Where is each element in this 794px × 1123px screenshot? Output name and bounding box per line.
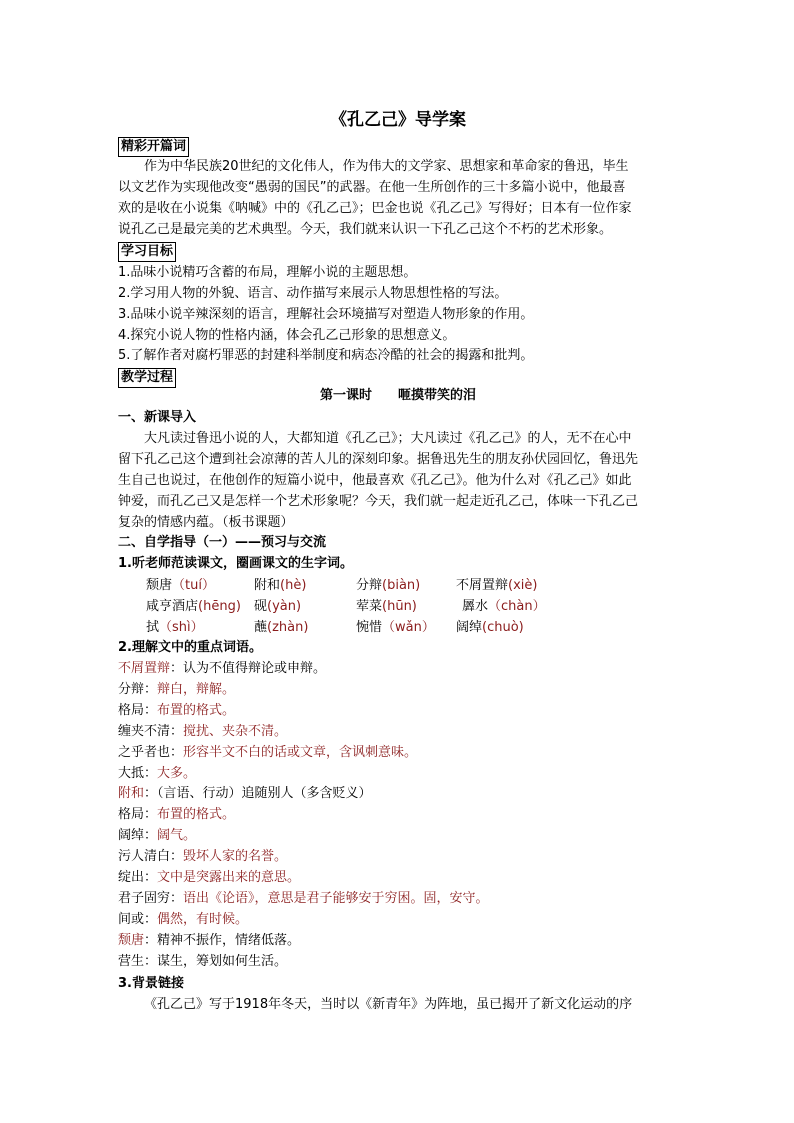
term-row — [118, 889, 489, 909]
vocab-item — [146, 576, 215, 596]
term-word: 缠夹不清 — [118, 723, 171, 739]
term-definition: 阔气。 — [157, 828, 197, 844]
goal-item: 1.品味小说精巧含蓄的布局，理解小说的主题思想。 — [118, 265, 417, 280]
term-word: 阔绰 — [118, 828, 145, 844]
section-label-process: 教学过程 — [118, 368, 176, 388]
term-word: 君子固穷 — [118, 890, 171, 906]
vocab-item — [456, 576, 537, 596]
intro-line: 欢的是收在小说集《呐喊》中的《孔乙己》；巴金也说《孔乙己》写得好；日本有一位作家 — [118, 201, 632, 216]
part1-line: 钟爱，而孔乙己又是怎样一个艺术形象呢？今天，我们就一起走近孔乙己，体味一下孔乙己 — [118, 494, 639, 509]
vocab-word: 砚 — [254, 599, 268, 614]
term-colon: ： — [144, 828, 158, 844]
term-word: 颓唐 — [118, 932, 145, 948]
vocab-word: 咸亨酒店 — [146, 599, 199, 614]
term-colon: ： — [144, 765, 158, 781]
term-word: 不屑置辩 — [118, 661, 171, 676]
vocab-pinyin: (zhàn) — [267, 620, 309, 635]
goal-item: 4.探究小说人物的性格内涵，体会孔乙己形象的思想意义。 — [118, 328, 456, 343]
vocab-pinyin: （chàn） — [488, 599, 546, 614]
vocab-pinyin: (hēng) — [198, 599, 241, 614]
term-colon: ： — [144, 953, 158, 969]
vocab-item — [356, 576, 420, 596]
term-word: 格局 — [118, 702, 145, 718]
step1-heading: 1.听老师范读课文，圈画课文的生字词。 — [118, 556, 353, 571]
part1-line: 生自己也说过，在他创作的短篇小说中，他最喜欢《孔乙己》。他为什么对《孔乙己》如此 — [118, 473, 632, 488]
vocab-pinyin: (hè) — [280, 578, 307, 593]
vocab-word: 分辩 — [356, 578, 383, 593]
term-colon: ： — [144, 807, 158, 823]
term-colon: ： — [144, 870, 158, 885]
term-colon: ： — [170, 661, 184, 676]
term-word: 之乎者也 — [118, 744, 171, 760]
term-definition: 辩白，辩解。 — [157, 681, 236, 697]
part1-heading: 一、新课导入 — [118, 410, 197, 425]
term-word: 大抵 — [118, 765, 145, 781]
term-row — [118, 868, 300, 888]
vocab-word: 荤菜 — [356, 599, 383, 614]
term-word: 营生 — [118, 953, 145, 969]
vocab-word: 拭 — [146, 620, 160, 635]
term-definition: 语出《论语》，意思是君子能够安于穷困。固，安守。 — [183, 890, 489, 906]
goal-item: 2.学习用人物的外貌、语言、动作描写来展示人物思想性格的写法。 — [118, 286, 508, 301]
term-definition: 精神不振作，情绪低落。 — [157, 932, 301, 948]
term-row — [118, 743, 417, 763]
vocab-item — [254, 576, 306, 596]
term-definition: 谋生，筹划如何生活。 — [157, 953, 288, 969]
vocab-word: 附和 — [254, 578, 281, 593]
term-definition: 认为不值得辩论或申辩。 — [183, 661, 327, 676]
term-row — [118, 701, 235, 721]
goal-item: 3.品味小说辛辣深刻的语言，理解社会环境描写对塑造人物形象的作用。 — [118, 307, 534, 322]
term-colon: ： — [170, 744, 184, 760]
term-row — [118, 764, 196, 784]
vocab-item — [356, 618, 435, 638]
term-definition: 布置的格式。 — [157, 807, 236, 823]
vocab-item — [254, 597, 301, 617]
term-word: 间或 — [118, 911, 145, 927]
term-word: 绽出 — [118, 870, 145, 885]
vocab-item — [254, 618, 308, 638]
term-word: 附和 — [118, 786, 145, 802]
lesson-title: 第一课时 咂摸带笑的泪 — [319, 388, 476, 403]
vocab-pinyin: (xiè) — [508, 578, 538, 593]
vocab-item — [456, 618, 524, 638]
term-definition: 文中是突露出来的意思。 — [157, 870, 301, 885]
goal-item: 5.了解作者对腐朽罪恶的封建科举制度和病态冷酷的社会的揭露和批判。 — [118, 348, 534, 363]
term-definition: 形容半文不白的话或文章，含讽刺意味。 — [183, 744, 418, 760]
part1-line: 留下孔乙己这个遭到社会凉薄的苦人儿的深刻印象。据鲁迅先生的朋友孙伏园回忆，鲁迅先 — [118, 452, 639, 467]
term-word: 污人清白 — [118, 849, 171, 865]
term-row — [118, 659, 326, 679]
intro-line: 以文艺作为实现他改变“愚弱的国民”的武器。在他一生所创作的三十多篇小说中，他最喜 — [118, 180, 626, 195]
term-row — [118, 805, 235, 825]
term-definition: 毁坏人家的名誉。 — [183, 849, 288, 865]
term-colon: ： — [170, 890, 184, 906]
vocab-pinyin: （tuí） — [172, 578, 215, 593]
document-title: 《孔乙己》导学案 — [330, 110, 466, 130]
term-definition: （言语、行动）追随别人（多含贬义） — [157, 786, 372, 802]
intro-line: 说孔乙己是最完美的艺术典型。今天，我们就来认识一下孔乙己这个不朽的艺术形象。 — [118, 222, 613, 237]
term-colon: ： — [144, 681, 158, 697]
vocab-word: 羼水 — [462, 599, 489, 614]
term-definition: 偶然，有时候。 — [157, 911, 249, 927]
term-row — [118, 952, 287, 972]
section-label-goals: 学习目标 — [118, 242, 176, 262]
term-row — [118, 784, 372, 804]
part1-line: 大凡读过鲁迅小说的人，大都知道《孔乙己》；大凡读过《孔乙己》的人，无不在心中 — [144, 431, 632, 446]
vocab-item — [146, 618, 204, 638]
term-row — [118, 847, 287, 867]
term-definition: 搅扰、夹杂不清。 — [183, 723, 288, 739]
vocab-item — [462, 597, 546, 617]
intro-line: 作为中华民族20世纪的文化伟人，作为伟大的文学家、思想家和革命家的鲁迅，毕生 — [144, 159, 629, 174]
term-colon: ： — [170, 723, 184, 739]
term-row — [118, 722, 287, 742]
term-row — [118, 931, 300, 951]
vocab-word: 颓唐 — [146, 578, 173, 593]
vocab-word: 不屑置辩 — [456, 578, 509, 593]
vocab-item — [146, 597, 241, 617]
vocab-pinyin: (yàn) — [267, 599, 302, 614]
term-colon: ： — [144, 911, 158, 927]
term-definition: 布置的格式。 — [157, 702, 236, 718]
vocab-pinyin: （wǎn） — [382, 620, 435, 635]
section-label-intro: 精彩开篇词 — [118, 137, 189, 157]
vocab-pinyin: (hūn) — [382, 599, 417, 614]
term-word: 分辩 — [118, 681, 145, 697]
vocab-pinyin: （shì） — [159, 620, 204, 635]
background-line: 《孔乙己》写于1918年冬天，当时以《新青年》为阵地，虽已揭开了新文化运动的序 — [144, 997, 633, 1012]
term-definition: 大多。 — [157, 765, 197, 781]
term-colon: ： — [170, 849, 184, 865]
vocab-word: 蘸 — [254, 620, 268, 635]
vocab-item — [356, 597, 417, 617]
term-row — [118, 680, 235, 700]
term-row — [118, 910, 248, 930]
vocab-word: 阔绰 — [456, 620, 483, 635]
term-colon: ： — [144, 932, 158, 948]
part2-heading: 二、自学指导（一）——预习与交流 — [118, 535, 327, 550]
term-colon: ： — [144, 702, 158, 718]
term-colon: ： — [144, 786, 158, 802]
vocab-word: 惋惜 — [356, 620, 383, 635]
term-word: 格局 — [118, 807, 145, 823]
step3-heading: 3.背景链接 — [118, 976, 184, 991]
vocab-pinyin: (biàn) — [382, 578, 421, 593]
vocab-pinyin: (chuò) — [482, 620, 524, 635]
step2-heading: 2.理解文中的重点词语。 — [118, 640, 262, 655]
term-row — [118, 826, 196, 846]
part1-line: 复杂的情感内蕴。（板书课题） — [118, 515, 294, 530]
